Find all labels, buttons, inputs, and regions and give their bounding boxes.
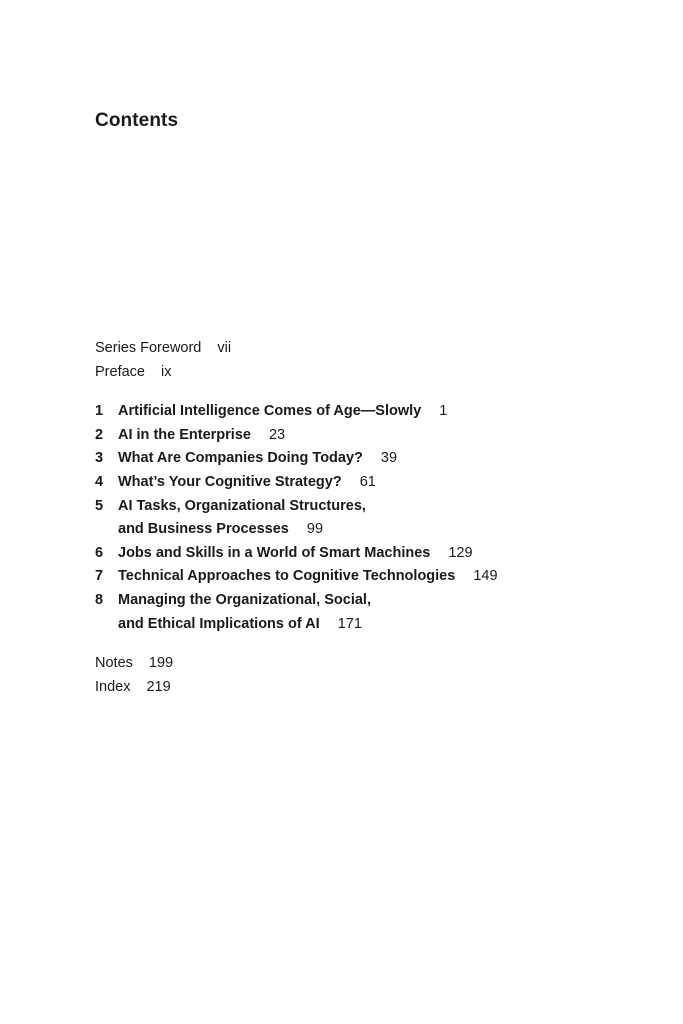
page-number: vii — [217, 340, 232, 356]
toc-entry-index[interactable] — [95, 676, 615, 700]
page-number: 99 — [306, 521, 324, 538]
back-matter-list — [95, 652, 615, 699]
page-number: 149 — [473, 568, 498, 585]
page-number: 129 — [448, 544, 473, 561]
chapter-number: 2 — [95, 426, 104, 443]
table-of-contents — [95, 337, 615, 699]
toc-entry-chapter-6[interactable] — [95, 542, 615, 566]
toc-entry-chapter-1[interactable] — [95, 400, 615, 424]
chapter-number: 3 — [95, 450, 104, 467]
chapter-number: 5 — [95, 497, 104, 514]
chapter-number: 7 — [95, 568, 104, 585]
chapter-title: AI in the Enterprise — [118, 426, 251, 443]
toc-entry-chapter-5[interactable] — [95, 495, 615, 542]
chapter-list — [95, 400, 615, 636]
entry-title: Index — [95, 678, 131, 695]
page-number: 219 — [146, 678, 171, 695]
toc-entry-chapter-3[interactable] — [95, 447, 615, 471]
chapter-number: 4 — [95, 473, 104, 490]
chapter-number: 1 — [95, 403, 104, 420]
entry-title: Preface — [95, 363, 145, 380]
toc-entry-chapter-4[interactable] — [95, 471, 615, 495]
chapter-title-line-1: Managing the Organizational, Social, — [118, 591, 371, 608]
entry-title: Series Foreword — [95, 340, 202, 356]
page-number: 1 — [439, 403, 448, 420]
front-matter-list — [95, 337, 615, 384]
page-number: 23 — [268, 426, 286, 443]
toc-entry-chapter-7[interactable] — [95, 565, 615, 589]
chapter-number: 8 — [95, 591, 104, 608]
page-number: ix — [160, 363, 172, 380]
toc-entry-preface[interactable] — [95, 361, 615, 385]
entry-title: Notes — [95, 655, 133, 672]
toc-entry-series-foreword[interactable] — [95, 337, 615, 361]
chapter-number: 6 — [95, 544, 104, 561]
chapter-title: What’s Your Cognitive Strategy? — [118, 473, 342, 490]
page-number: 171 — [337, 615, 362, 632]
toc-entry-chapter-8[interactable] — [95, 589, 615, 636]
chapter-title: Jobs and Skills in a World of Smart Machines — [118, 544, 431, 561]
page-number: 199 — [148, 655, 174, 672]
toc-entry-chapter-2[interactable] — [95, 424, 615, 448]
chapter-title: Artificial Intelligence Comes of Age—Slowly — [118, 403, 422, 420]
chapter-title: What Are Companies Doing Today? — [118, 450, 363, 467]
page-number: 61 — [359, 473, 376, 490]
toc-entry-notes[interactable] — [95, 652, 615, 676]
chapter-title: Technical Approaches to Cognitive Technologies — [118, 568, 456, 585]
page-title: Contents — [95, 110, 179, 131]
chapter-title-line-2: and Business Processes — [118, 521, 289, 538]
chapter-title-line-2: and Ethical Implications of AI — [118, 615, 320, 632]
page-number: 39 — [380, 450, 398, 467]
chapter-title-line-1: AI Tasks, Organizational Structures, — [118, 497, 366, 514]
